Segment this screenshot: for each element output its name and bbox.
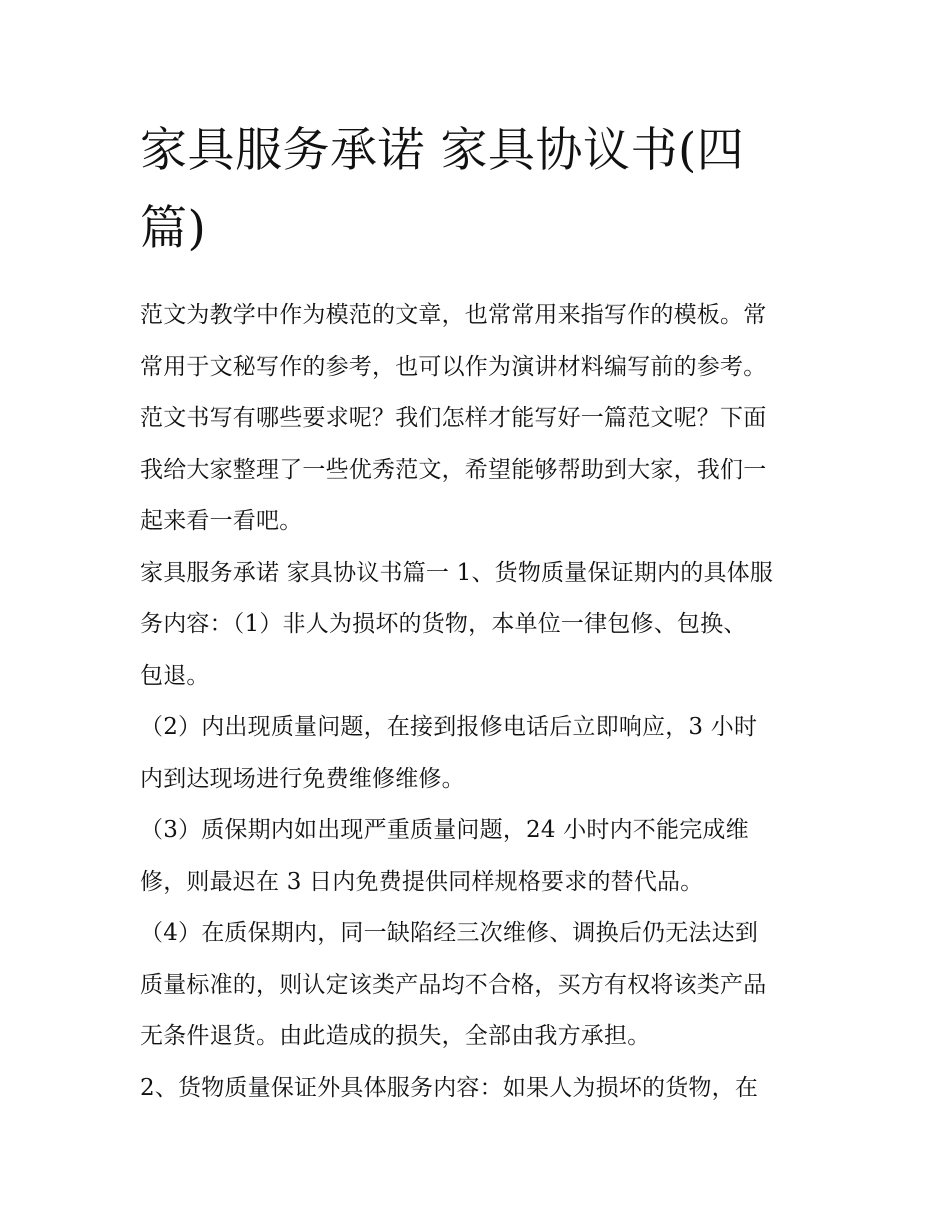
item-4-paragraph xyxy=(140,908,820,1063)
title-line: 篇) xyxy=(140,201,207,256)
text-line: 无条件退货。由此造成的损失，全部由我方承担。 xyxy=(140,1023,651,1049)
text-line: 起来看一看吧。 xyxy=(140,508,303,534)
text-line: 务内容：（1）非人为损坏的货物，本单位一律包修、包换、 xyxy=(140,611,747,637)
item-3-paragraph xyxy=(140,805,820,908)
text-line: （4）在质保期内，同一缺陷经三次维修、调换后仍无法达到 xyxy=(140,920,759,946)
text-line: 常用于文秘写作的参考，也可以作为演讲材料编写前的参考。 xyxy=(140,353,767,380)
document-title xyxy=(140,112,800,268)
text-line: 质量标准的，则认定该类产品均不合格，买方有权将该类产品 xyxy=(140,971,767,998)
text-line: 2、货物质量保证外具体服务内容：如果人为损坏的货物，在 xyxy=(140,1074,759,1101)
text-line: 修，则最迟在 3 日内免费提供同样规格要求的替代品。 xyxy=(140,868,704,895)
text-line: （3）质保期内如出现严重质量问题，24 小时内不能完成维 xyxy=(140,817,749,843)
intro-paragraph xyxy=(140,290,820,548)
section-two-paragraph xyxy=(140,1063,820,1115)
item-2-paragraph xyxy=(140,702,820,805)
text-line: （2）内出现质量问题，在接到报修电话后立即响应，3 小时 xyxy=(140,714,758,740)
document-page xyxy=(140,112,820,1114)
text-line: 范文为教学中作为模范的文章，也常常用来指写作的模板。常 xyxy=(140,302,767,328)
text-line: 范文书写有哪些要求呢？我们怎样才能写好一篇范文呢？下面 xyxy=(140,405,767,431)
text-line: 家具服务承诺 家具协议书篇一 1、货物质量保证期内的具体服 xyxy=(140,559,774,586)
text-line: 包退。 xyxy=(140,662,210,689)
title-line: 家具服务承诺 家具协议书(四 xyxy=(140,123,745,178)
text-line: 我给大家整理了一些优秀范文，希望能够帮助到大家，我们一 xyxy=(140,456,767,483)
section-one-paragraph xyxy=(140,548,820,703)
text-line: 内到达现场进行免费维修维修。 xyxy=(140,765,465,792)
